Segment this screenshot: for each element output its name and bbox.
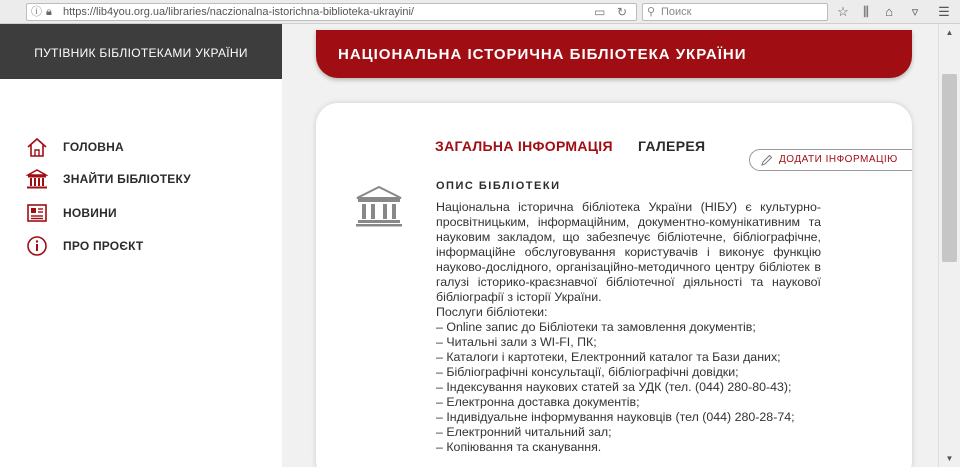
library-title-banner bbox=[316, 30, 912, 78]
library-icon[interactable]: ⫼ bbox=[863, 4, 869, 19]
sidebar-item-label: ПРО ПРОЄКТ bbox=[63, 239, 144, 253]
description-paragraph: Національна історична бібліотека України (НІБУ) є культурно-просвітницьким, інформаційним, документно-комунікативним та науковим закладом, що забезпечує бібліотечне, бібліографічне, інформаційне обслуговування користувачів і виконує функцію науково-дослідного, організаційно-методичного центру бібліотек в галузі історико-краєзнавчої бібліотечної діяльності та наукової бібліографії з історії України. bbox=[436, 200, 821, 304]
sidebar-item-about[interactable] bbox=[26, 235, 166, 257]
page-scrollbar[interactable] bbox=[938, 24, 960, 467]
scrollbar-thumb[interactable] bbox=[942, 74, 957, 262]
library-card bbox=[316, 103, 912, 467]
address-bar[interactable] bbox=[26, 3, 637, 21]
service-item: – Електронна доставка документів; bbox=[436, 395, 640, 409]
pocket-icon[interactable]: ▿ bbox=[911, 4, 919, 19]
service-item: – Індексування наукових статей за УДК (тел. (044) 280-80-43); bbox=[436, 380, 792, 394]
services-intro: Послуги бібліотеки: bbox=[436, 305, 548, 319]
service-item: – Копіювання та сканування. bbox=[436, 440, 602, 454]
menu-icon[interactable]: ☰ bbox=[938, 4, 950, 19]
tab-gallery[interactable]: ГАЛЕРЕЯ bbox=[638, 138, 706, 154]
sidebar-item-label: НОВИНИ bbox=[63, 206, 117, 220]
service-item: – Електронний читальний зал; bbox=[436, 425, 612, 439]
sidebar-item-home[interactable] bbox=[26, 136, 146, 158]
scroll-down-icon[interactable]: ▼ bbox=[945, 454, 954, 463]
section-title: ОПИС БІБЛІОТЕКИ bbox=[436, 180, 561, 192]
sidebar-item-label: ГОЛОВНА bbox=[63, 140, 124, 154]
service-item: – Бібліографічні консультації, бібліографічні довідки; bbox=[436, 365, 739, 379]
tab-general-info[interactable]: ЗАГАЛЬНА ІНФОРМАЦІЯ bbox=[435, 138, 613, 154]
library-building-icon bbox=[355, 185, 403, 227]
news-icon bbox=[26, 202, 48, 224]
sidebar-item-label: ЗНАЙТИ БІБЛІОТЕКУ bbox=[63, 172, 191, 186]
library-description bbox=[436, 200, 821, 455]
reader-icon[interactable]: ▭ bbox=[594, 5, 606, 19]
page-title: НАЦІОНАЛЬНА ІСТОРИЧНА БІБЛІОТЕКА УКРАЇНИ bbox=[338, 46, 747, 63]
lock-icon[interactable]: 🔒︎ bbox=[46, 6, 52, 18]
search-box[interactable] bbox=[642, 3, 828, 21]
pencil-icon bbox=[761, 154, 773, 166]
home-icon[interactable]: ⌂ bbox=[885, 4, 893, 19]
service-item: – Online запис до Бібліотеки та замовлення документів; bbox=[436, 320, 756, 334]
scroll-up-icon[interactable]: ▲ bbox=[945, 28, 954, 37]
url-text[interactable]: https://lib4you.org.ua/libraries/naczionalna-istorichna-biblioteka-ukrayini/ bbox=[63, 6, 414, 18]
sidebar-title[interactable]: ПУТІВНИК БІБЛІОТЕКАМИ УКРАЇНИ bbox=[34, 46, 248, 60]
sidebar-item-news[interactable] bbox=[26, 202, 146, 224]
sidebar bbox=[0, 24, 282, 467]
browser-toolbar bbox=[0, 0, 960, 24]
add-info-label: ДОДАТИ ІНФОРМАЦІЮ bbox=[779, 154, 898, 165]
search-icon: ⚲ bbox=[647, 6, 656, 18]
service-item: – Читальні зали з WI-FI, ПК; bbox=[436, 335, 597, 349]
library-building-icon bbox=[26, 168, 48, 190]
info-icon[interactable]: ⓘ bbox=[31, 6, 42, 18]
search-placeholder: Поиск bbox=[661, 6, 692, 18]
bookmark-star-icon[interactable]: ☆ bbox=[837, 4, 849, 19]
reload-icon[interactable]: ↻ bbox=[617, 5, 628, 19]
sidebar-item-find-library[interactable] bbox=[26, 168, 206, 190]
info-icon bbox=[26, 235, 48, 257]
home-icon bbox=[26, 136, 48, 158]
add-info-button[interactable] bbox=[749, 149, 912, 171]
service-item: – Індивідуальне інформування науковців (тел (044) 280-28-74; bbox=[436, 410, 795, 424]
main-content bbox=[282, 24, 938, 467]
service-item: – Каталоги і картотеки, Електронний каталог та Бази даних; bbox=[436, 350, 781, 364]
sidebar-header[interactable] bbox=[0, 24, 282, 79]
